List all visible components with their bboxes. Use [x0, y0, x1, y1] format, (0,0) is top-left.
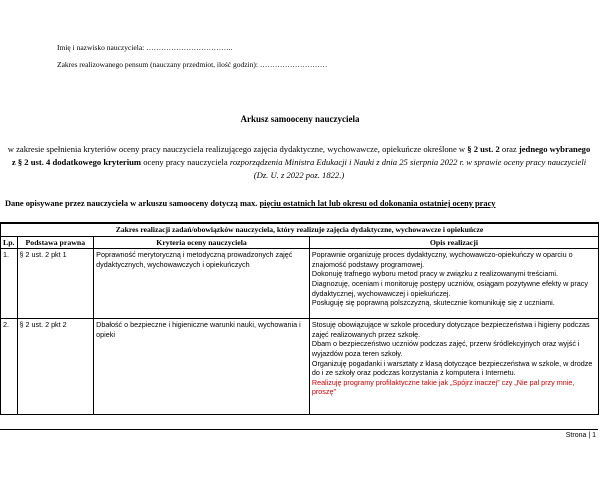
document-title: Arkusz samooceny nauczyciela: [240, 114, 360, 124]
data-scope-line: [5, 199, 496, 208]
header-basis: Podstawa prawna: [17, 236, 94, 249]
intro-italic: rozporządzenia Ministra Edukacji i Nauki z dnia 25 sierpnia 2022 r. w sprawie oceny pracy nauczycieli (Dz. U. z 2022 poz. 1822.): [229, 157, 587, 180]
teacher-name-label: Imię i nazwisko nauczyciela:: [57, 43, 145, 52]
description-line: Stosuję obowiązujące w szkole procedury dotyczące bezpieczeństwa i higieny podczas zajęć realizowanych przez szkołę.: [311, 320, 590, 339]
pensum-value: ………………………: [259, 60, 328, 69]
footer-divider: [0, 429, 598, 430]
description-line: Dbam o bezpieczeństwo uczniów podczas zajęć, przerw śródlekcyjnych oraz wyjść i wyjazdów poza teren szkoły.: [311, 339, 580, 358]
table-row: [1, 249, 599, 319]
row-criteria: Dbałość o bezpieczne i higieniczne warunki nauki, wychowania i opieki: [94, 319, 310, 415]
row-criteria: Poprawność merytoryczną i metodyczną prowadzonych zajęć dydaktycznych, wychowawczych i opiekuńczych: [94, 249, 310, 319]
header-lp: Lp.: [1, 236, 18, 249]
intro-text-1-end: oraz: [501, 144, 517, 154]
teacher-name-value: ……………………………..: [146, 43, 233, 52]
data-scope-text: Dane opisywane przez nauczyciela w arkuszu samooceny dotyczą max.: [5, 199, 258, 208]
table-banner: Zakres realizacji zadań/obowiązków nauczyciela, który realizuje zajęcia dydaktyczne, wychowawcze i opiekuńcze: [1, 223, 599, 236]
pensum-line: [57, 60, 327, 69]
header-criteria: Kryteria oceny nauczyciela: [94, 236, 310, 249]
table-banner-row: [1, 223, 599, 236]
teacher-name-line: [57, 43, 232, 52]
description-line-highlight: Realizuję programy profilaktyczne takie jak „Spójrz inaczej” czy „Nie pal przy mnie, proszę”: [311, 377, 575, 397]
page-number: Strona | 1: [565, 432, 596, 439]
intro-paragraph: [5, 143, 593, 182]
assessment-table: [0, 222, 599, 415]
data-scope-underlined: pięciu ostatnich lat lub okresu od dokonania ostatniej oceny pracy: [259, 199, 496, 208]
table-row: [1, 319, 599, 415]
description-line: Organizuję pogadanki i warsztaty z klasą dotyczące bezpieczeństwa w szkole, w drodze do i ze szkoły oraz podczas korzystania z komputera i Internetu.: [311, 358, 593, 378]
intro-bold-2: jednego wybranego z § 2 ust. 4 dodatkowego kryterium: [11, 144, 591, 167]
description-line: Dokonuję trafnego wyboru metod pracy w związku z realizowanymi treściami.: [311, 269, 558, 279]
description-line: Diagnozuję, oceniam i monitoruję postępy uczniów, osiągam pozytywne efekty w pracy dydaktycznej, wychowawczej i opiekuńczej.: [311, 278, 588, 298]
description-line: Poprawnie organizuję proces dydaktyczny, wychowawczo-opiekuńczy w oparciu o znajomość podstawy programowej.: [311, 250, 573, 269]
pensum-label: Zakres realizowanego pensum (nauczany przedmiot, ilość godzin):: [57, 60, 258, 69]
row-description: [309, 249, 598, 319]
intro-text-2: oceny pracy nauczyciela: [143, 157, 228, 167]
intro-bold-1: § 2 ust. 2: [467, 144, 500, 154]
description-line: Posługuję się poprawną polszczyzną, skutecznie komunikuję się z uczniami.: [311, 298, 555, 308]
table-header-row: [1, 236, 599, 249]
row-basis: § 2 ust. 2 pkt 2: [17, 319, 94, 415]
row-lp: 2.: [1, 319, 18, 415]
row-description: [309, 319, 598, 415]
row-basis: § 2 ust. 2 pkt 1: [17, 249, 94, 319]
header-description: Opis realizacji: [309, 236, 598, 249]
intro-text-1: w zakresie spełnienia kryteriów oceny pracy nauczyciela realizującego zajęcia dydaktyczne, wychowawcze, opiekuńcze określone w: [7, 144, 466, 154]
row-lp: 1.: [1, 249, 18, 319]
